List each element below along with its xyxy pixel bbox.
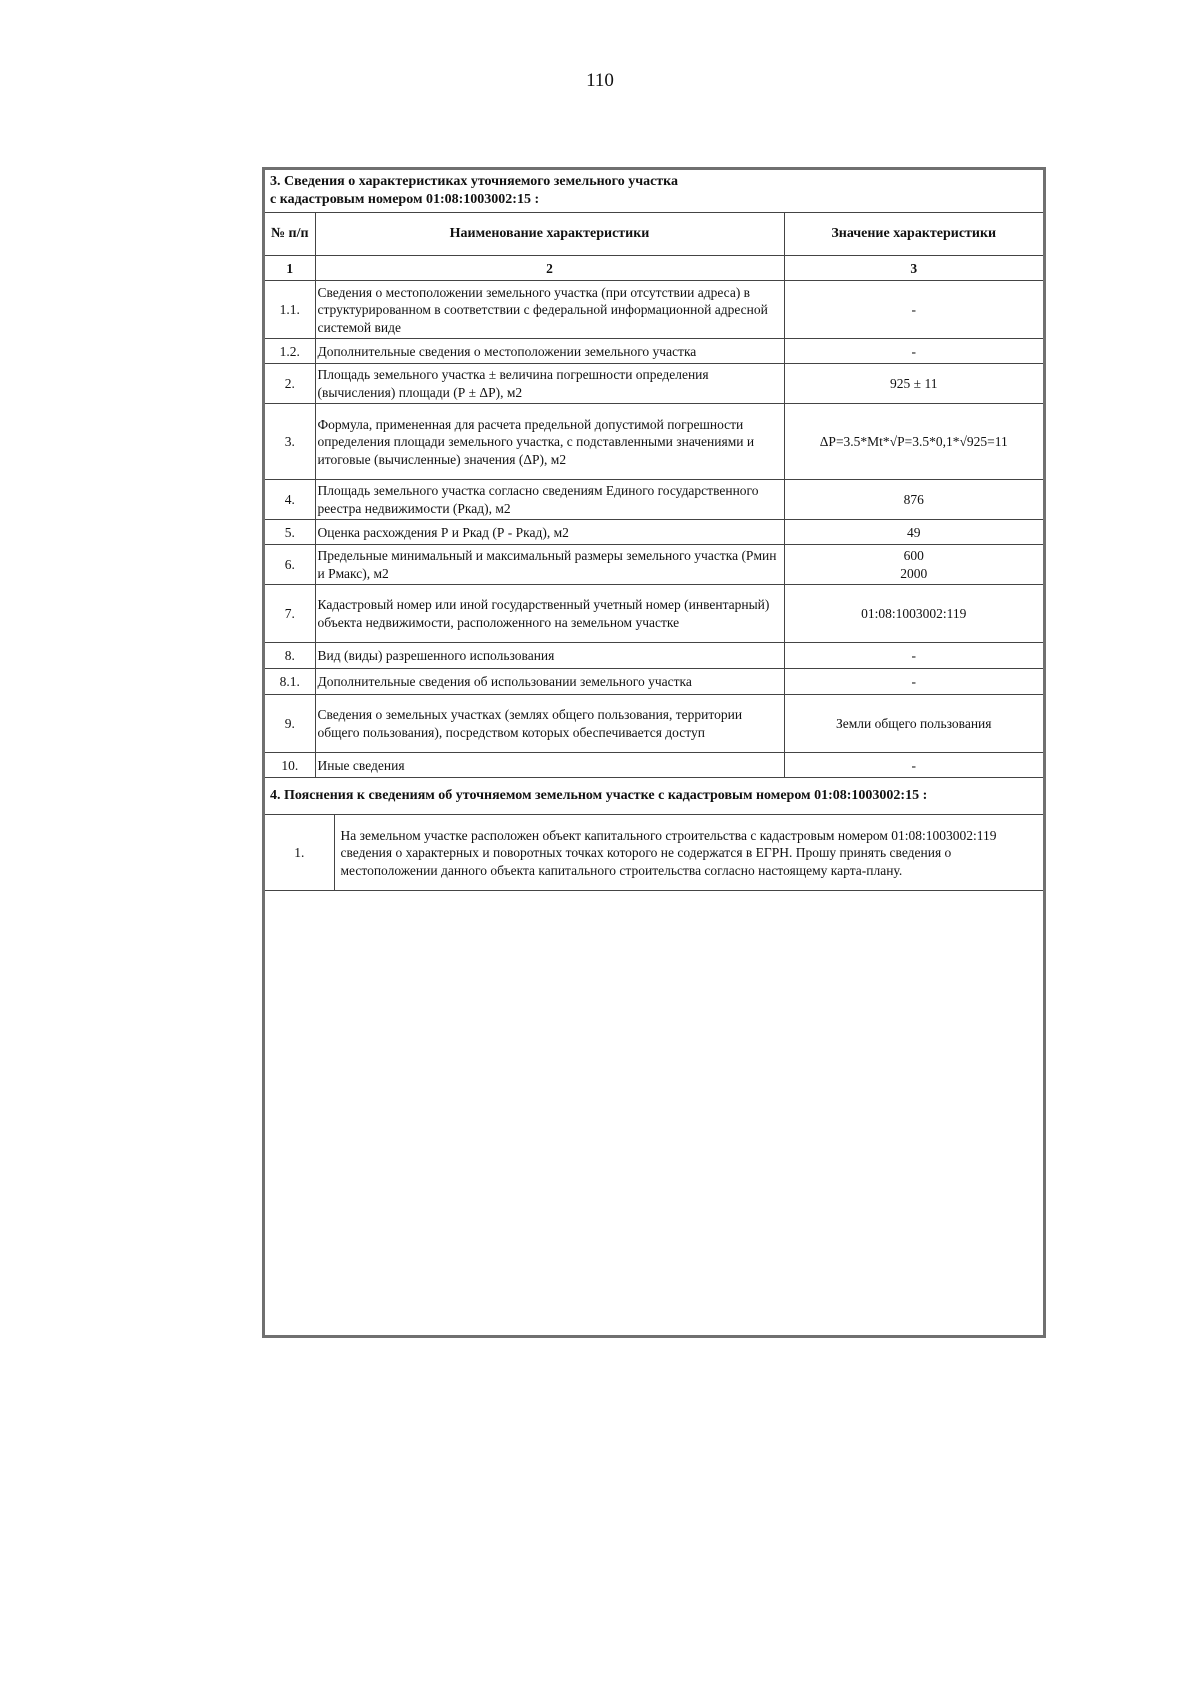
page-number: 110 [586,70,614,91]
row-value: - [784,339,1043,364]
section3-title-line1: 3. Сведения о характеристиках уточняемого земельного участка [270,174,679,189]
row-name: Дополнительные сведения о местоположении земельного участка [315,339,784,364]
row-value [784,545,1043,585]
header-num: № п/п [265,213,315,256]
header-name: Наименование характеристики [315,213,784,256]
table-row [265,545,1043,585]
row-number: 8.1. [265,669,315,695]
row-value: - [784,753,1043,778]
row-value: 01:08:1003002:119 [784,585,1043,643]
row-value: - [784,281,1043,339]
row-name: Вид (виды) разрешенного использования [315,643,784,669]
row-name: Сведения о земельных участках (землях общего пользования, территории общего пользования), посредством которых обеспечивается доступ [315,695,784,753]
table-row [265,669,1043,695]
note-number: 1. [265,815,334,891]
row-name: Иные сведения [315,753,784,778]
header-value: Значение характеристики [784,213,1043,256]
row-value: ΔР=3.5*Mt*√Р=3.5*0,1*√925=11 [784,404,1043,480]
row-number: 3. [265,404,315,480]
row-name: Сведения о местоположении земельного участка (при отсутствии адреса) в структурированном в соответствии с федеральной информационной адресной системой виде [315,281,784,339]
row-value: 925 ± 11 [784,364,1043,404]
row-number: 6. [265,545,315,585]
row-value: - [784,669,1043,695]
characteristics-table [265,170,1043,778]
row-number: 7. [265,585,315,643]
table-header-row [265,213,1043,256]
row-name: Кадастровый номер или иной государственный учетный номер (инвентарный) объекта недвижимости, расположенного на земельном участке [315,585,784,643]
row-name: Площадь земельного участка ± величина погрешности определения (вычисления) площади (Р ± ΔР), м2 [315,364,784,404]
row-name: Формула, примененная для расчета предельной допустимой погрешности определения площади земельного участка, с подставленными значениями и итоговые (вычисленные) значения (ΔР), м2 [315,404,784,480]
section3-title [265,170,1043,213]
row-number: 1.1. [265,281,315,339]
row-number: 9. [265,695,315,753]
table-row [265,480,1043,520]
row-name: Оценка расхождения Р и Ркад (Р - Ркад), м2 [315,520,784,545]
column-number: 3 [784,256,1043,281]
row-value: - [784,643,1043,669]
table-row [265,404,1043,480]
row-number: 4. [265,480,315,520]
note-text: На земельном участке расположен объект капитального строительства с кадастровым номером 01:08:1003002:119 сведения о характерных и поворотных точках которого не содержатся в ЕГРН. Прошу принять сведения о местоположении данного объекта капитального строительства согласно настоящему карта-плану. [334,815,1043,891]
table-row [265,643,1043,669]
row-value-min: 600 [903,548,924,564]
row-name: Дополнительные сведения об использовании земельного участка [315,669,784,695]
row-value: 876 [784,480,1043,520]
table-row [265,281,1043,339]
row-name: Предельные минимальный и максимальный размеры земельного участка (Рмин и Рмакс), м2 [315,545,784,585]
row-number: 1.2. [265,339,315,364]
row-number: 2. [265,364,315,404]
row-value: 49 [784,520,1043,545]
row-value: Земли общего пользования [784,695,1043,753]
table-row [265,364,1043,404]
section3-title-line2: с кадастровым номером 01:08:1003002:15 : [270,192,540,208]
column-number: 2 [315,256,784,281]
row-value-max: 2000 [900,565,928,581]
row-name: Площадь земельного участка согласно сведениям Единого государственного реестра недвижимости (Ркад), м2 [315,480,784,520]
notes-table [265,778,1043,891]
row-number: 5. [265,520,315,545]
row-number: 10. [265,753,315,778]
column-number-row [265,256,1043,281]
row-number: 8. [265,643,315,669]
table-row [265,339,1043,364]
table-row [265,585,1043,643]
table-row [265,520,1043,545]
column-number: 1 [265,256,315,281]
table-row [265,695,1043,753]
table-row [265,753,1043,778]
document-frame [262,167,1046,1338]
note-row [265,815,1043,891]
section4-title: 4. Пояснения к сведениям об уточняемом земельном участке с кадастровым номером 01:08:1003002:15 : [265,778,1043,815]
